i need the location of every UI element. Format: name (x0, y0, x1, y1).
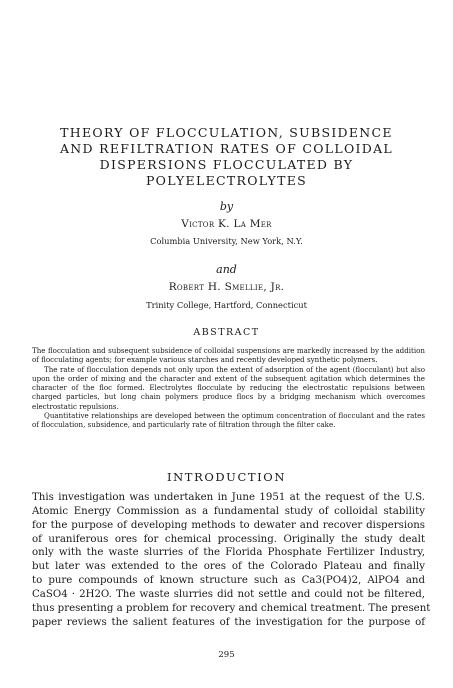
abstract-body (32, 346, 425, 430)
paper-title (40, 125, 413, 189)
author-affiliation: Trinity College, Hartford, Connecticut (146, 300, 307, 310)
title-line: POLYELECTROLYTES (145, 173, 308, 188)
author-affiliation: Columbia University, New York, N.Y. (150, 236, 303, 246)
introduction-body (32, 491, 431, 629)
text-line: CaSO4 · 2H2O. The waste slurries did not settle and could not be filtered, (32, 588, 425, 600)
text-line: This investigation was undertaken in June 1951 at the request of the U.S. (32, 492, 425, 503)
abstract-paragraph: Quantitative relationships are developed between the optimum concentration of flocculant and the rates of flocculation, subsidence, and particularly rate of filtration through the filter cake. (32, 411, 425, 430)
abstract-paragraph: The flocculation and subsequent subsidence of colloidal suspensions are markedly increased by the addition of flocculating agents; for example various starches and recently developed synthetic polymers. (32, 346, 425, 365)
and-label: and (216, 263, 237, 276)
section-heading: INTRODUCTION (167, 470, 286, 484)
text-line: paper reviews the salient features of the investigation for the purpose of (32, 616, 425, 628)
title-line: THEORY OF FLOCCULATION, SUBSIDENCE (60, 125, 393, 140)
abstract-paragraph: The rate of flocculation depends not only upon the extent of adsorption of the agent (flocculant) but also upon the order of mixing and the character and extent of the subsequent agitation which determines the character of the floc formed. Electrolytes flocculate by reducing the electrostatic repulsions between charged particles, but long chain polymers produce flocs by a bridging mechanism which overcomes electrostatic repulsions. (32, 364, 425, 411)
by-label: by (219, 200, 234, 213)
author-name: Victor K. La Mer (181, 218, 272, 230)
author-name: Robert H. Smellie, Jr. (168, 281, 285, 293)
page-number: 295 (218, 650, 235, 660)
title-line: DISPERSIONS FLOCCULATED BY (99, 157, 354, 172)
text-line: for the purpose of developing methods to dewater and recover dispersions (32, 519, 425, 531)
abstract-heading: ABSTRACT (193, 327, 260, 338)
text-line: but later was extended to the ores of the Colorado Plateau and finally (32, 561, 425, 573)
text-line: thus presenting a problem for recovery and chemical treatment. The present (32, 602, 431, 614)
text-line: of uraniferous ores for chemical processing. Originally the study dealt (32, 533, 425, 545)
title-line: AND REFILTRATION RATES OF COLLOIDAL (59, 141, 393, 156)
text-line: Atomic Energy Commission as a fundamental study of colloidal stability (32, 505, 425, 517)
text-line: only with the waste slurries of the Florida Phosphate Fertilizer Industry, (32, 547, 425, 559)
text-line: to pure compounds of known structure such as Ca3(PO4)2, AlPO4 and (32, 575, 425, 587)
